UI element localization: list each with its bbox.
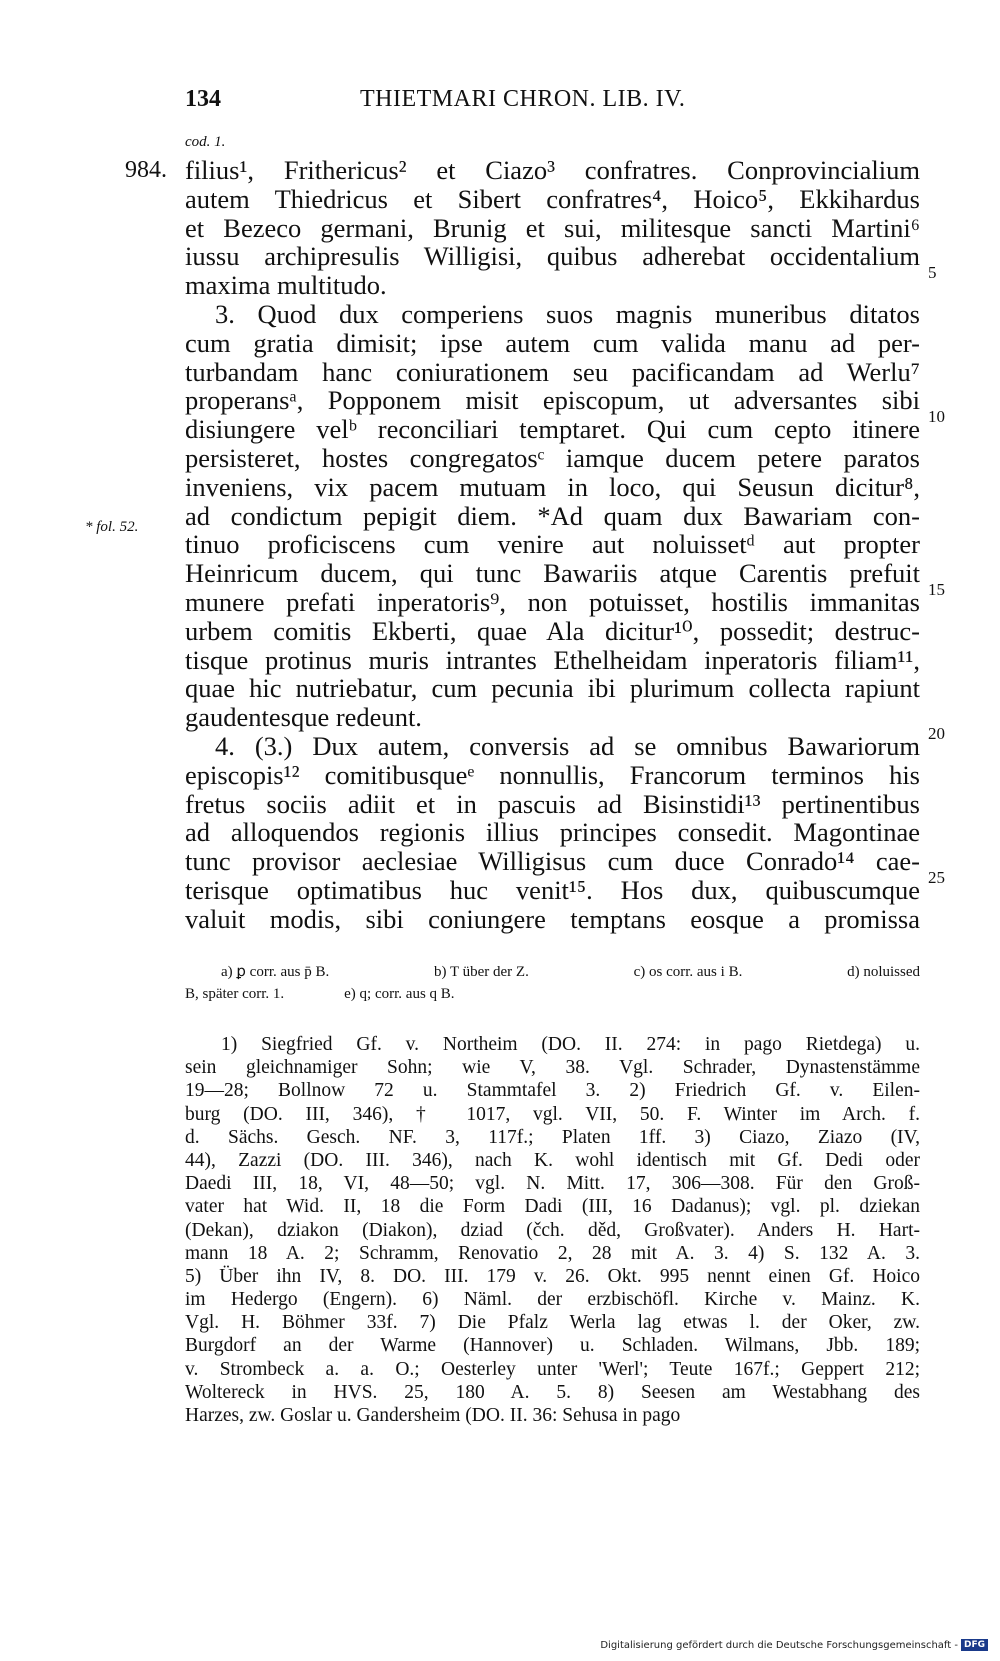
- text-line: 3. Quod dux comperiens suos magnis muneribus ditatos: [215, 298, 920, 329]
- footnote-line: (Dekan), dziakon (Diakon), dziad (čch. děd, Großvater). Anders H. Hart-: [185, 1219, 920, 1241]
- footnote-line: 44), Zazzi (DO. III. 346), nach K. wohl identisch mit Gf. Dedi oder: [185, 1149, 920, 1171]
- apparatus-note-d: d) noluissed: [847, 964, 920, 980]
- digitization-credit: [600, 1639, 988, 1651]
- footnotes: [185, 1033, 920, 1427]
- cod-label: cod. 1.: [185, 134, 226, 150]
- critical-apparatus: [185, 961, 920, 1005]
- text-line: urbem comitis Ekberti, quae Ala dicitur¹⁰, possedit; destruc-: [185, 615, 920, 646]
- text-line: maxima multitudo.: [185, 270, 387, 301]
- footnote-line: 19—28; Bollnow 72 u. Stammtafel 3. 2) Friedrich Gf. v. Eilen-: [185, 1080, 920, 1102]
- margin-folio: * fol. 52.: [85, 519, 139, 535]
- line-number-20: 20: [928, 724, 945, 743]
- footnote-line: Vgl. H. Böhmer 33f. 7) Die Pfalz Werla lag etwas l. der Oker, zw.: [185, 1312, 920, 1334]
- text-line: munere prefati inperatoris⁹, non potuisset, hostilis immanitas: [185, 586, 920, 617]
- footnote-line: d. Sächs. Gesch. NF. 3, 117f.; Platen 1ff. 3) Ciazo, Ziazo (IV,: [185, 1126, 920, 1148]
- apparatus-note-c: c) os corr. aus i B.: [633, 964, 743, 980]
- line-number-15: 15: [928, 580, 945, 599]
- footnote-line: Daedi III, 18, VI, 48—50; vgl. N. Mitt. 17, 306—308. Für den Groß-: [185, 1173, 920, 1195]
- text-line: persisteret, hostes congregatosᶜ iamque ducem petere paratos: [185, 442, 920, 473]
- line-number-5: 5: [928, 263, 937, 282]
- apparatus-note-e: e) q; corr. aus q B.: [344, 986, 455, 1002]
- text-line: inveniens, vix pacem mutuam in loco, qui Seusun dicitur⁸,: [185, 471, 920, 502]
- apparatus-row: [185, 983, 920, 1005]
- text-line: ad alloquendos regionis illius principes consedit. Magontinae: [185, 817, 920, 848]
- text-line: turbandam hanc coniurationem seu pacificandam ad Werlu⁷: [185, 356, 920, 387]
- footnote-line: im Hedergo (Engern). 6) Näml. der erzbischöfl. Kirche v. Mainz. K.: [185, 1289, 920, 1311]
- text-line: ad condictum pepigit diem. *Ad quam dux Bawariam con-: [185, 500, 920, 531]
- footnote-line: v. Strombeck a. a. O.; Oesterley unter 'Werl'; Teute 167f.; Geppert 212;: [185, 1358, 920, 1380]
- text-line: tunc provisor aeclesiae Willigisus cum duce Conrado¹⁴ cae-: [185, 846, 920, 877]
- apparatus-row: [185, 961, 920, 983]
- margin-year: 984.: [125, 157, 167, 183]
- footnote-line: vater hat Wid. II, 18 die Form Dadi (III, 16 Dadanus); vgl. pl. dziekan: [185, 1196, 920, 1218]
- footnote-line: burg (DO. III, 346), † 1017, vgl. VII, 50. F. Winter im Arch. f.: [185, 1103, 920, 1125]
- text-line: tinuo proficiscens cum venire aut noluissetᵈ aut propter: [185, 529, 920, 560]
- text-line: episcopis¹² comitibusqueᵉ nonnullis, Francorum terminos his: [185, 759, 920, 790]
- apparatus-note-b: b) T über der Z.: [434, 964, 529, 980]
- dfg-logo-icon: DFG: [961, 1639, 988, 1651]
- text-line: fretus sociis adiit et in pascuis ad Bisinstidi¹³ pertinentibus: [185, 788, 920, 819]
- line-number-10: 10: [928, 407, 945, 426]
- text-line: 4. (3.) Dux autem, conversis ad se omnibus Bawariorum: [215, 730, 920, 761]
- page-header: [185, 86, 745, 118]
- text-line: properansᵃ, Popponem misit episcopum, ut adversantes sibi: [185, 385, 920, 416]
- footnote-line: 1) Siegfried Gf. v. Northeim (DO. II. 274: in pago Rietdega) u.: [221, 1034, 920, 1055]
- text-line: disiungere velᵇ reconciliari temptaret. Qui cum cepto itinere: [185, 414, 920, 445]
- text-line: terisque optimatibus huc venit¹⁵. Hos dux, quibuscumque: [185, 874, 920, 905]
- text-line: tisque protinus muris intrantes Ethelheidam inperatoris filiam¹¹,: [185, 644, 920, 675]
- text-line: et Bezeco germani, Brunig et sui, militesque sancti Martini⁶: [185, 212, 920, 243]
- text-line: Heinricum ducem, qui tunc Bawariis atque Carentis prefuit: [185, 558, 920, 589]
- text-line: cum gratia dimisit; ipse autem cum valida manu ad per-: [185, 327, 920, 358]
- footnote-line: Harzes, zw. Goslar u. Gandersheim (DO. II. 36: Sehusa in pago: [185, 1405, 681, 1426]
- text-line: autem Thiedricus et Sibert confratres⁴, Hoico⁵, Ekkihardus: [185, 183, 920, 214]
- page-number: 134: [185, 86, 221, 112]
- line-number-25: 25: [928, 868, 945, 887]
- footnote-line: sein gleichnamiger Sohn; wie V, 38. Vgl. Schrader, Dynastenstämme: [185, 1057, 920, 1079]
- footnote-line: Burgdorf an der Warme (Hannover) u. Schladen. Wilmans, Jbb. 189;: [185, 1335, 920, 1357]
- text-line: filius¹, Frithericus² et Ciazo³ confratres. Conprovincialium: [185, 155, 920, 185]
- footnote-line: 5) Über ihn IV, 8. DO. III. 179 v. 26. Okt. 995 nennt einen Gf. Hoico: [185, 1265, 920, 1287]
- text-line: quae hic nutriebatur, cum pecunia ibi plurimum collecta rapiunt: [185, 673, 920, 704]
- running-title: THIETMARI CHRON. LIB. IV.: [360, 86, 686, 112]
- footnote-line: mann 18 A. 2; Schramm, Renovatio 2, 28 mit A. 3. 4) S. 132 A. 3.: [185, 1242, 920, 1264]
- apparatus-note-d-cont: B, später corr. 1.: [185, 986, 285, 1002]
- text-line: iussu archipresulis Willigisi, quibus adherebat occidentalium: [185, 241, 920, 272]
- main-text: [185, 156, 920, 934]
- apparatus-note-a: a) ꝑ corr. aus p̄ B.: [221, 964, 330, 980]
- digitization-note: Digitalisierung gefördert durch die Deutsche Forschungsgemeinschaft -: [600, 1639, 958, 1651]
- text-line: valuit modis, sibi coniungere temptans eosque a promissa: [185, 903, 920, 934]
- footnote-line: Woltereck in HVS. 25, 180 A. 5. 8) Seesen am Westabhang des: [185, 1381, 920, 1403]
- text-line: gaudentesque redeunt.: [185, 702, 422, 733]
